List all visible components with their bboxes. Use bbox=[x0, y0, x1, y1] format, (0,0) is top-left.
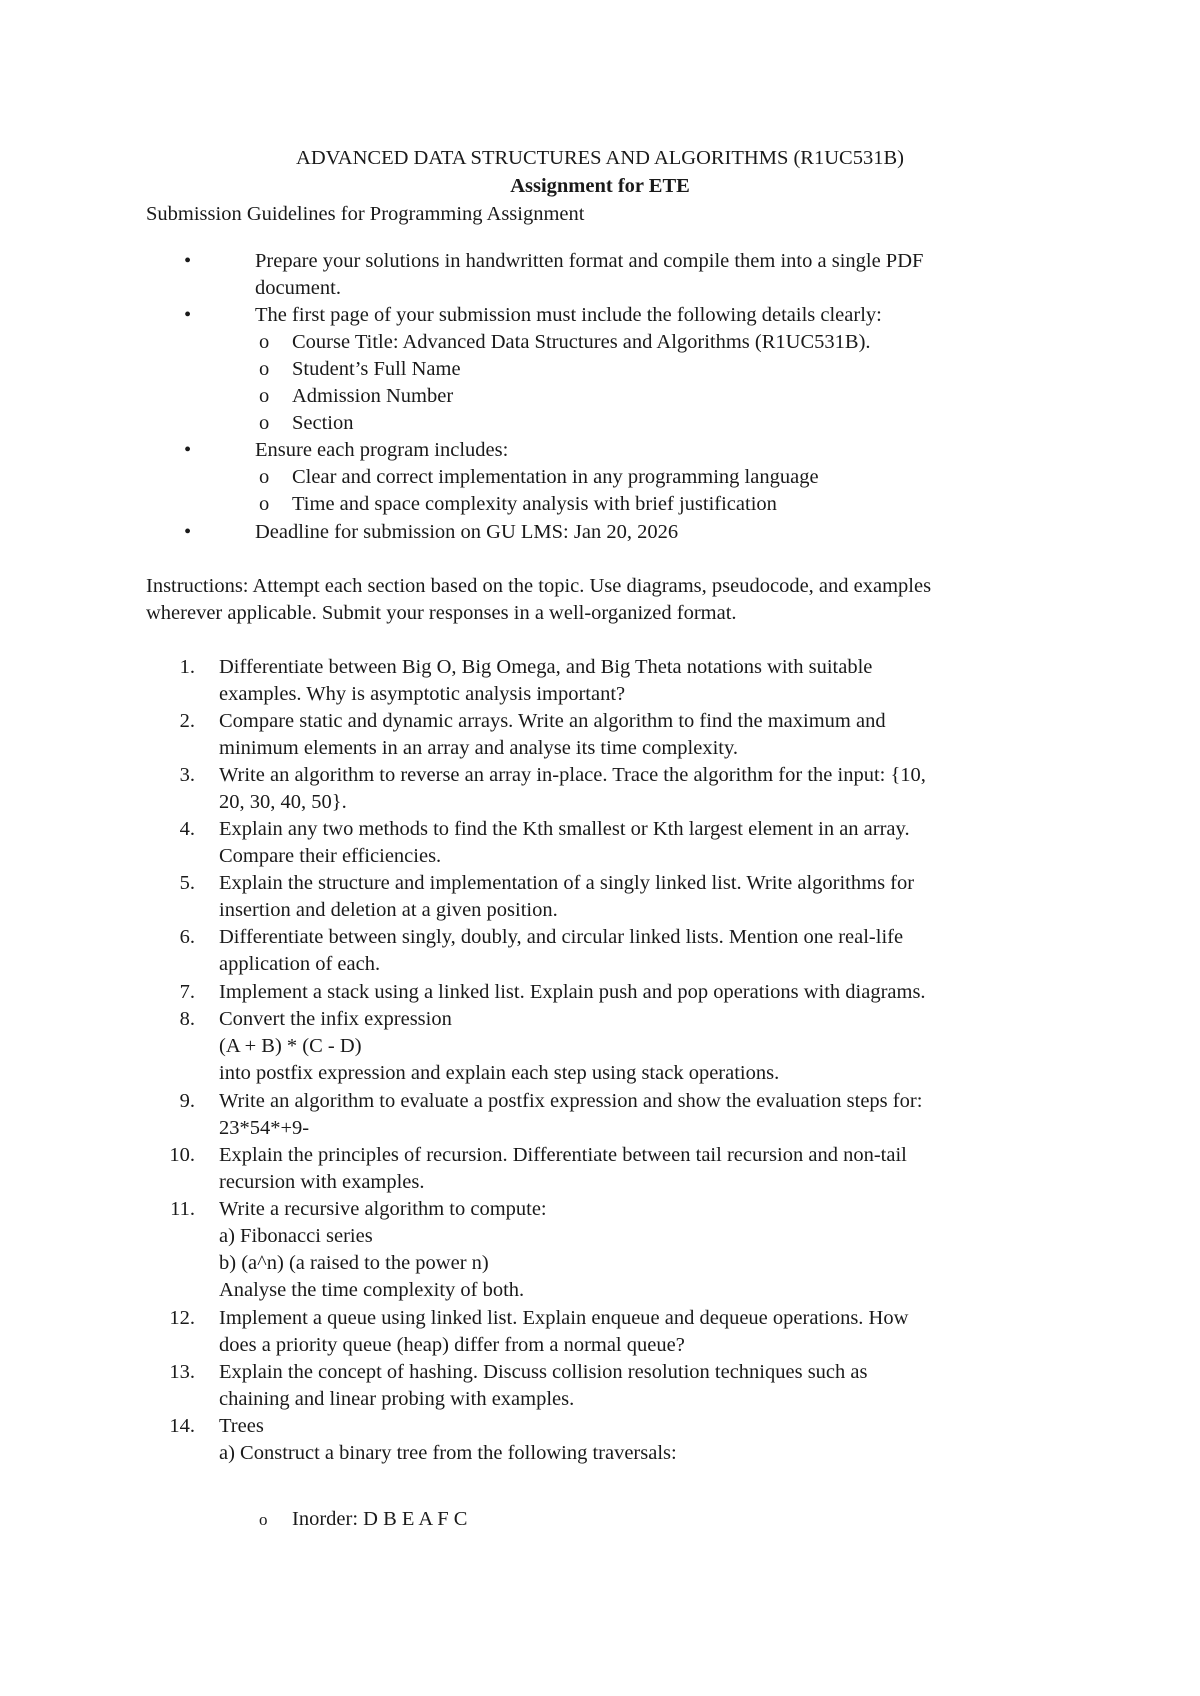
question-text-continued: Compare their efficiencies. bbox=[219, 845, 442, 867]
question-text-continued: (A + B) * (C - D) bbox=[219, 1035, 362, 1057]
question-number: 5. bbox=[179, 872, 195, 894]
question-text-continued: recursion with examples. bbox=[219, 1171, 425, 1193]
sub-bullet-icon: o bbox=[259, 493, 270, 515]
sub-bullet-icon: o bbox=[259, 1510, 268, 1529]
question-text: Explain the principles of recursion. Differentiate between tail recursion and non-tail bbox=[219, 1144, 907, 1166]
question-text: Write a recursive algorithm to compute: bbox=[219, 1198, 547, 1220]
bullet-icon: • bbox=[184, 250, 192, 272]
question-number: 6. bbox=[179, 926, 195, 948]
guideline-item: Ensure each program includes: bbox=[255, 439, 509, 461]
bullet-icon: • bbox=[184, 304, 192, 326]
guidelines-heading: Submission Guidelines for Programming Assignment bbox=[146, 203, 585, 225]
question-text: Write an algorithm to evaluate a postfix expression and show the evaluation steps for: bbox=[219, 1090, 923, 1112]
sub-bullet-icon: o bbox=[259, 412, 270, 434]
question-text: Differentiate between singly, doubly, and circular linked lists. Mention one real-life bbox=[219, 926, 904, 948]
guideline-item: The first page of your submission must include the following details clearly: bbox=[255, 304, 882, 326]
question-number: 10. bbox=[169, 1144, 195, 1166]
question-text-continued: a) Fibonacci series bbox=[219, 1225, 373, 1247]
guideline-subitem: Student’s Full Name bbox=[292, 358, 461, 380]
guideline-item: Prepare your solutions in handwritten format and compile them into a single PDF bbox=[255, 250, 924, 272]
guideline-item-continued: document. bbox=[255, 277, 341, 299]
question-text-continued: minimum elements in an array and analyse its time complexity. bbox=[219, 737, 739, 759]
assignment-title: Assignment for ETE bbox=[510, 175, 690, 197]
question-text-continued: b) (a^n) (a raised to the power n) bbox=[219, 1252, 489, 1274]
question-number: 1. bbox=[179, 656, 195, 678]
question-text: Compare static and dynamic arrays. Write an algorithm to find the maximum and bbox=[219, 710, 886, 732]
question-text: Trees bbox=[219, 1415, 264, 1437]
question-text: Differentiate between Big O, Big Omega, and Big Theta notations with suitable bbox=[219, 656, 873, 678]
question-number: 13. bbox=[169, 1361, 195, 1383]
bullet-icon: • bbox=[184, 521, 192, 543]
guideline-subitem: Time and space complexity analysis with brief justification bbox=[292, 493, 777, 515]
guideline-subitem: Section bbox=[292, 412, 354, 434]
question-text: Explain the structure and implementation of a singly linked list. Write algorithms for bbox=[219, 872, 915, 894]
question-text: Implement a queue using linked list. Explain enqueue and dequeue operations. How bbox=[219, 1307, 909, 1329]
question-text: Write an algorithm to reverse an array in-place. Trace the algorithm for the input: {10, bbox=[219, 764, 926, 786]
question-number: 4. bbox=[179, 818, 195, 840]
deadline-item: Deadline for submission on GU LMS: Jan 20, 2026 bbox=[255, 521, 679, 543]
question-number: 2. bbox=[179, 710, 195, 732]
question-text-continued: insertion and deletion at a given position. bbox=[219, 899, 558, 921]
sub-bullet-icon: o bbox=[259, 385, 270, 407]
guideline-subitem: Clear and correct implementation in any programming language bbox=[292, 466, 819, 488]
question-number: 3. bbox=[179, 764, 195, 786]
bullet-icon: • bbox=[184, 439, 192, 461]
question-text-continued: into postfix expression and explain each step using stack operations. bbox=[219, 1062, 780, 1084]
question-number: 14. bbox=[169, 1415, 195, 1437]
sub-bullet-icon: o bbox=[259, 466, 270, 488]
question-text-continued: chaining and linear probing with examples. bbox=[219, 1388, 575, 1410]
sub-bullet-icon: o bbox=[259, 331, 270, 353]
question-number: 9. bbox=[179, 1090, 195, 1112]
question-text: Implement a stack using a linked list. Explain push and pop operations with diagrams. bbox=[219, 981, 926, 1003]
traversal-inorder: Inorder: D B E A F C bbox=[292, 1508, 468, 1530]
instructions-line: Instructions: Attempt each section based on the topic. Use diagrams, pseudocode, and examples bbox=[146, 575, 932, 597]
question-text-continued: 23*54*+9- bbox=[219, 1117, 310, 1139]
guideline-subitem: Course Title: Advanced Data Structures and Algorithms (R1UC531B). bbox=[292, 331, 871, 353]
question-text: Explain any two methods to find the Kth smallest or Kth largest element in an array. bbox=[219, 818, 910, 840]
question-number: 8. bbox=[179, 1008, 195, 1030]
question-number: 7. bbox=[179, 981, 195, 1003]
question-text: Convert the infix expression bbox=[219, 1008, 452, 1030]
question-text: Explain the concept of hashing. Discuss collision resolution techniques such as bbox=[219, 1361, 868, 1383]
guideline-subitem: Admission Number bbox=[292, 385, 454, 407]
instructions-line: wherever applicable. Submit your responses in a well-organized format. bbox=[146, 602, 737, 624]
question-text-continued: a) Construct a binary tree from the following traversals: bbox=[219, 1442, 677, 1464]
question-number: 11. bbox=[170, 1198, 195, 1220]
question-text-continued: application of each. bbox=[219, 953, 381, 975]
sub-bullet-icon: o bbox=[259, 358, 270, 380]
question-text-continued: Analyse the time complexity of both. bbox=[219, 1279, 525, 1301]
course-title-line: ADVANCED DATA STRUCTURES AND ALGORITHMS (R1UC531B) bbox=[296, 147, 904, 169]
question-text-continued: examples. Why is asymptotic analysis important? bbox=[219, 683, 626, 705]
question-text-continued: 20, 30, 40, 50}. bbox=[219, 791, 347, 813]
question-text-continued: does a priority queue (heap) differ from a normal queue? bbox=[219, 1334, 685, 1356]
question-number: 12. bbox=[169, 1307, 195, 1329]
